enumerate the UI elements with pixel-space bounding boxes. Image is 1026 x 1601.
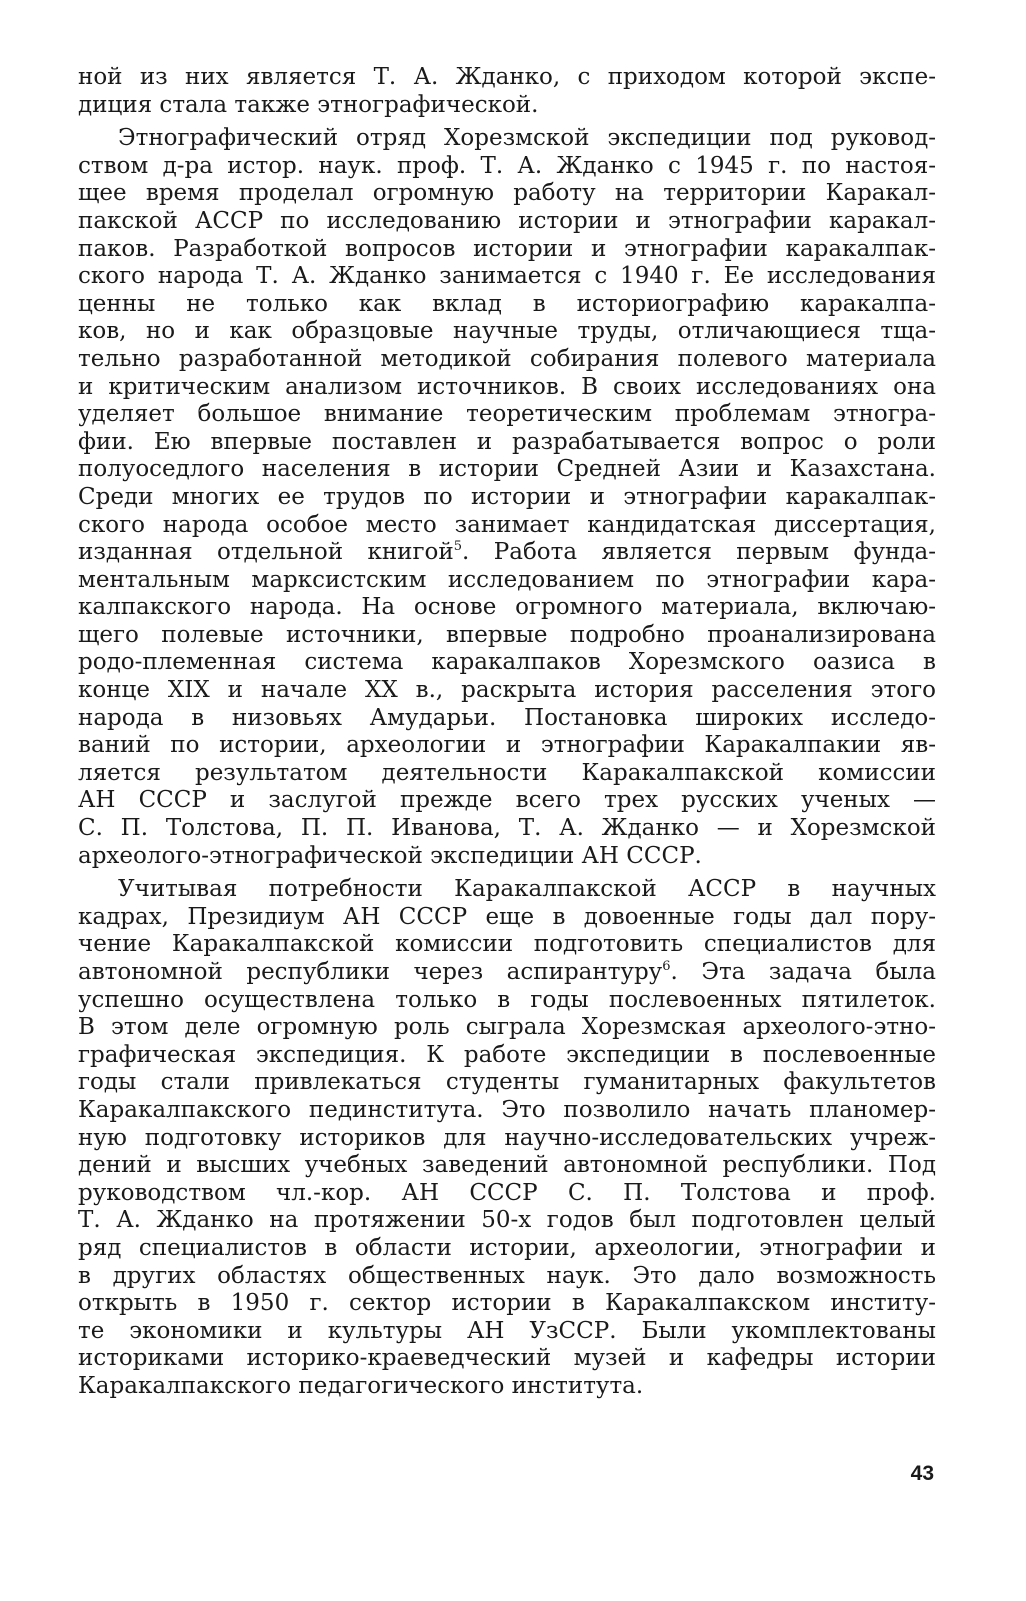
text-line: чение Каракалпакской комиссии подготовить специалистов для [78,931,936,958]
text-line: ценны не только как вклад в историографию каракалпа- [78,290,936,317]
text-line [78,959,936,987]
text-line: кадрах, Президиум АН СССР еще в довоенные годы дал пору- [78,903,936,930]
text-line: щее время проделал огромную работу на территории Каракал- [78,180,936,207]
text-line: в других областях общественных наук. Это дало возможность [78,1262,936,1289]
text-segment: . Эта задача была [670,959,936,985]
text-line: ского народа особое место занимает кандидатская диссертация, [78,511,936,538]
text-line: успешно осуществлена только в годы послевоенных пятилеток. [78,986,936,1013]
text-line: пакской АССР по исследованию истории и этнографии каракал- [78,207,936,234]
footnote-marker[interactable]: 5 [453,539,463,555]
text-line: и критическим анализом источников. В своих исследованиях она [78,373,936,400]
text-line: паков. Разработкой вопросов истории и этнографии каракалпак- [78,235,936,262]
page-body [78,64,936,1401]
text-line: археолого-этнографической экспедиции АН СССР. [78,842,702,869]
text-line: ной из них является Т. А. Жданко, с приходом которой экспе- [78,64,936,90]
page-number: 43 [910,1462,934,1485]
text-line: ков, но и как образцовые научные труды, отличающиеся тща- [78,318,936,345]
footnote-marker[interactable]: 6 [662,959,671,974]
text-line: диция стала также этнографической. [78,91,539,118]
paragraph [78,125,936,870]
paragraph [78,64,936,119]
text-line: ряд специалистов в области истории, археологии, этнографии и [78,1234,936,1261]
text-line: полуоседлого населения в истории Средней Азии и Казахстана. [78,456,936,483]
text-line: Среди многих ее трудов по истории и этнографии каракалпак- [78,483,936,510]
text-line: ную подготовку историков для научно-исследовательских учреж- [78,1124,936,1151]
text-line: открыть в 1950 г. сектор истории в Каракалпакском институ- [78,1290,936,1317]
text-line: графическая экспедиция. К работе экспедиции в послевоенные [78,1041,936,1068]
text-line: дений и высших учебных заведений автономной республики. Под [78,1152,936,1179]
text-line: конце XIX и начале XX в., раскрыта история расселения этого [78,677,936,704]
text-line: ляется результатом деятельности Каракалпакской комиссии [78,759,936,786]
text-line: народа в низовьях Амударьи. Постановка широких исследо- [78,704,936,731]
text-line: руководством чл.-кор. АН СССР С. П. Толстова и проф. [78,1179,936,1206]
text-line: уделяет большое внимание теоретическим проблемам этногра- [78,401,936,428]
text-line: калпакского народа. На основе огромного материала, включаю- [78,594,936,621]
text-line: историками историко-краеведческий музей и кафедры истории [78,1345,936,1372]
text-line: ментальным марксистским исследованием по этнографии кара- [78,566,936,593]
text-line: годы стали привлекаться студенты гуманитарных факультетов [78,1069,936,1096]
text-segment: . Работа является первым фунда- [462,539,936,566]
text-line: В этом деле огромную роль сыграла Хорезмская археолого-этно- [78,1014,936,1041]
text-line [78,539,936,567]
paragraph [78,876,936,1400]
text-line: ского народа Т. А. Жданко занимается с 1940 г. Ее исследования [78,263,936,290]
text-line: Учитывая потребности Каракалпакской АССР в научных [118,876,936,903]
text-line: Каракалпакского пединститута. Это позволило начать планомер- [78,1096,936,1123]
text-line: ваний по истории, археологии и этнографии Каракалпакии яв- [78,732,936,759]
text-line: тельно разработанной методикой собирания полевого материала [78,345,936,372]
text-line: С. П. Толстова, П. П. Иванова, Т. А. Жданко — и Хорезмской [78,815,936,842]
text-segment: изданная отдельной книгой [78,539,454,566]
text-segment: автономной республики через аспирантуру [78,959,663,985]
text-line: щего полевые источники, впервые подробно проанализирована [78,621,936,648]
text-line: те экономики и культуры АН УзССР. Были укомплектованы [78,1317,936,1344]
text-line: АН СССР и заслугой прежде всего трех русских ученых — [78,787,936,814]
text-line: ством д-ра истор. наук. проф. Т. А. Жданко с 1945 г. по настоя- [78,152,936,179]
text-line: фии. Ею впервые поставлен и разрабатывается вопрос о роли [78,428,936,455]
text-line: Т. А. Жданко на протяжении 50-х годов был подготовлен целый [78,1207,936,1234]
text-line: родо-племенная система каракалпаков Хорезмского оазиса в [78,649,936,676]
text-line: Этнографический отряд Хорезмской экспедиции под руковод- [118,125,936,152]
text-line: Каракалпакского педагогического института. [78,1372,644,1399]
